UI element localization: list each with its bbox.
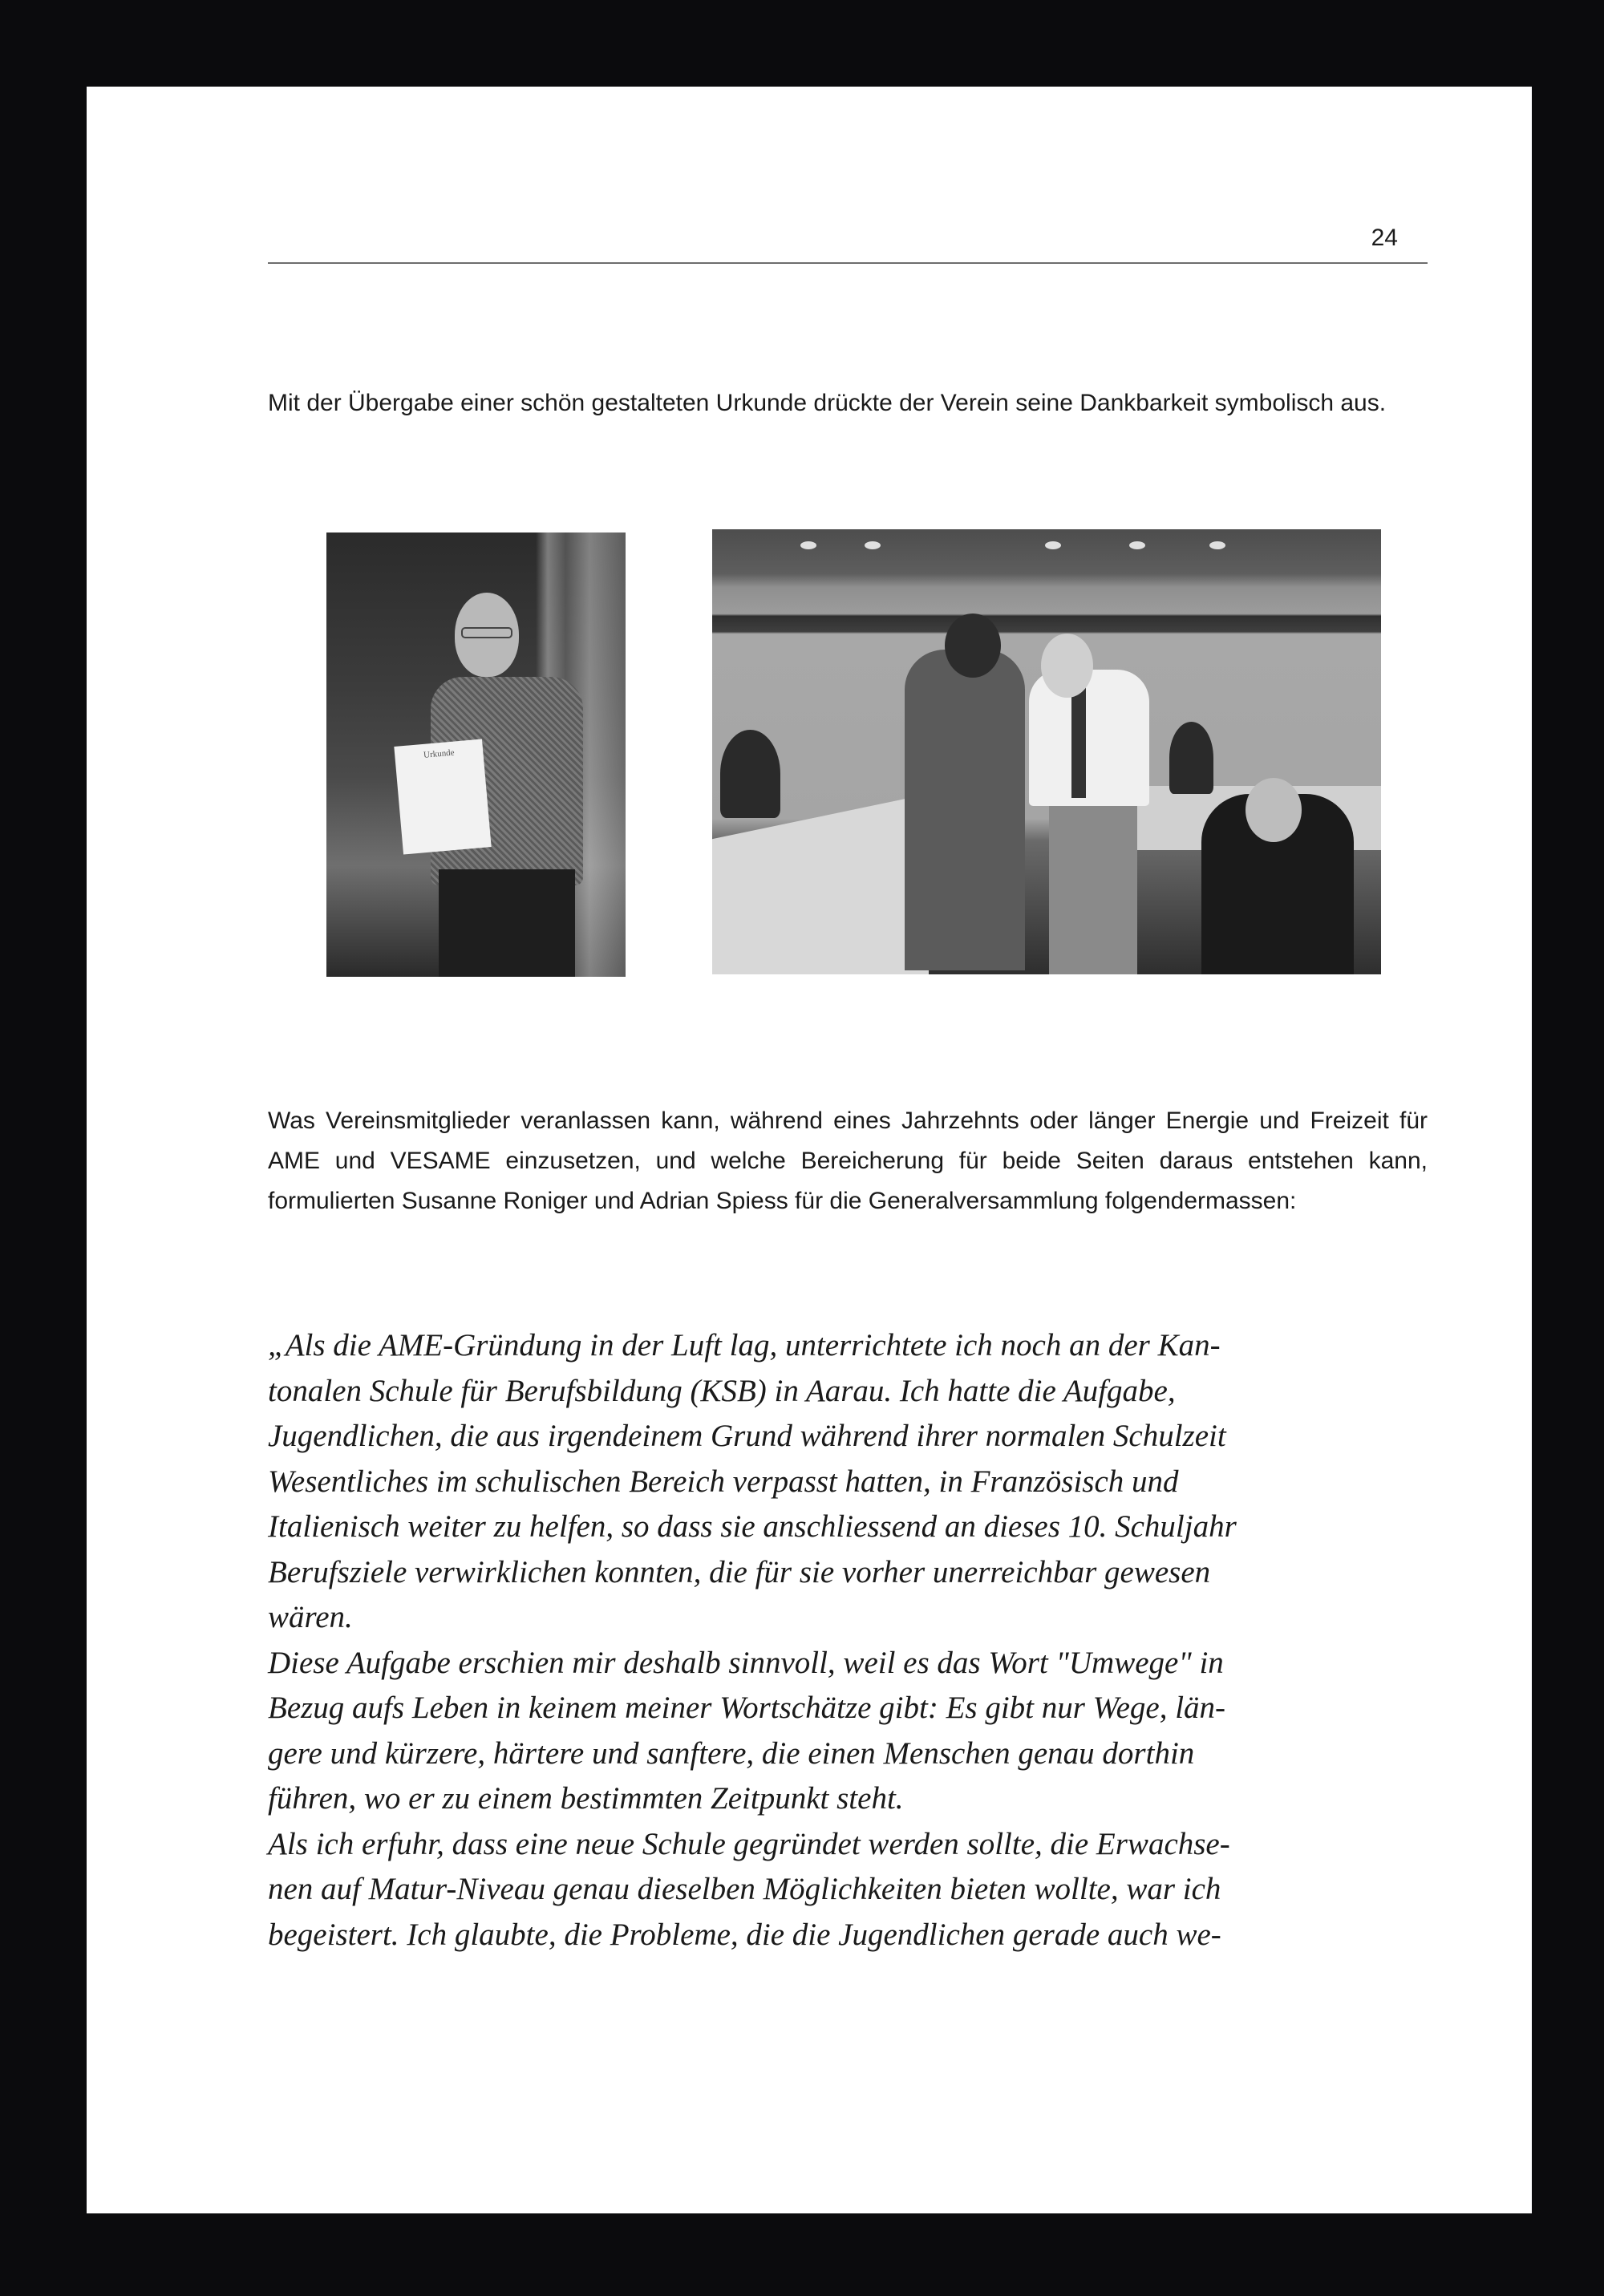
quote-block [268,1323,1428,1958]
photo-man-trousers [1049,802,1137,974]
quote-line: Bezug aufs Leben in keinem meiner Wortschätze gibt: Es gibt nur Wege, län- [268,1691,1226,1725]
photo-table-left [712,794,929,974]
photo-certificate: Urkunde [394,739,491,854]
quote-line: tonalen Schule für Berufsbildung (KSB) in Aarau. Ich hatte die Aufgabe, [268,1373,1176,1408]
intro-paragraph: Mit der Übergabe einer schön gestalteten Urkunde drückte der Verein seine Dankbarkeit symbolisch aus. [268,390,1387,416]
photo-seated-guest [1169,722,1213,794]
header-rule [268,262,1428,264]
body-paragraph: Was Vereinsmitglieder veranlassen kann, während eines Jahrzehnts oder länger Energie und Freizeit für AME und VESAME einzusetzen, und welche Bereicherung für beide Seiten daraus entstehen kann, formulierten Susanne Roniger und Adrian Spiess für die Generalversammlung folgendermassen: [268,1108,1428,1214]
ceiling-light [800,541,816,549]
quote-line: begeistert. Ich glaubte, die Probleme, die die Jugendlichen gerade auch we- [268,1917,1221,1952]
quote-line: Als ich erfuhr, dass eine neue Schule gegründet werden sollte, die Erwachse- [268,1826,1230,1861]
document-page [87,87,1532,2213]
photo-man-jacket [905,650,1025,970]
photo-person-glasses [461,627,512,638]
quote-line: Italienisch weiter zu helfen, so dass sie anschliessend an dieses 10. Schuljahr [268,1509,1237,1544]
quote-line: „Als die AME-Gründung in der Luft lag, unterrichtete ich noch an der Kan- [268,1328,1221,1363]
ceiling-light [865,541,881,549]
photo-man-shirt-head [1041,634,1093,698]
quote-line: nen auf Matur-Niveau genau dieselben Möglichkeiten bieten wollte, war ich [268,1872,1221,1906]
photo-certificate-recipient [326,532,626,977]
photo-handshake-ceremony [712,529,1381,974]
quote-line: Jugendlichen, die aus irgendeinem Grund während ihrer normalen Schulzeit [268,1419,1226,1453]
quote-line: Diese Aufgabe erschien mir deshalb sinnvoll, weil es das Wort "Umwege" in [268,1645,1224,1680]
page-number: 24 [1371,225,1398,251]
quote-line: gere und kürzere, härtere und sanftere, die einen Menschen genau dorthin [268,1735,1195,1771]
photo-person-trousers [439,869,575,977]
quote-line: Wesentliches im schulischen Bereich verpasst hatten, in Französisch und [268,1464,1179,1499]
photo-applauding-guest-head [1246,778,1302,842]
ceiling-light [1129,541,1145,549]
photo-seated-guest [720,730,780,818]
ceiling-light [1045,541,1061,549]
photo-man-jacket-head [945,613,1001,678]
ceiling-light [1209,541,1225,549]
photo-man-shirt [1029,670,1149,806]
quote-line: führen, wo er zu einem bestimmten Zeitpunkt steht. [268,1781,904,1816]
quote-line: wären. [268,1600,353,1634]
quote-line: Berufsziele verwirklichen konnten, die für sie vorher unerreichbar gewesen [268,1554,1211,1589]
